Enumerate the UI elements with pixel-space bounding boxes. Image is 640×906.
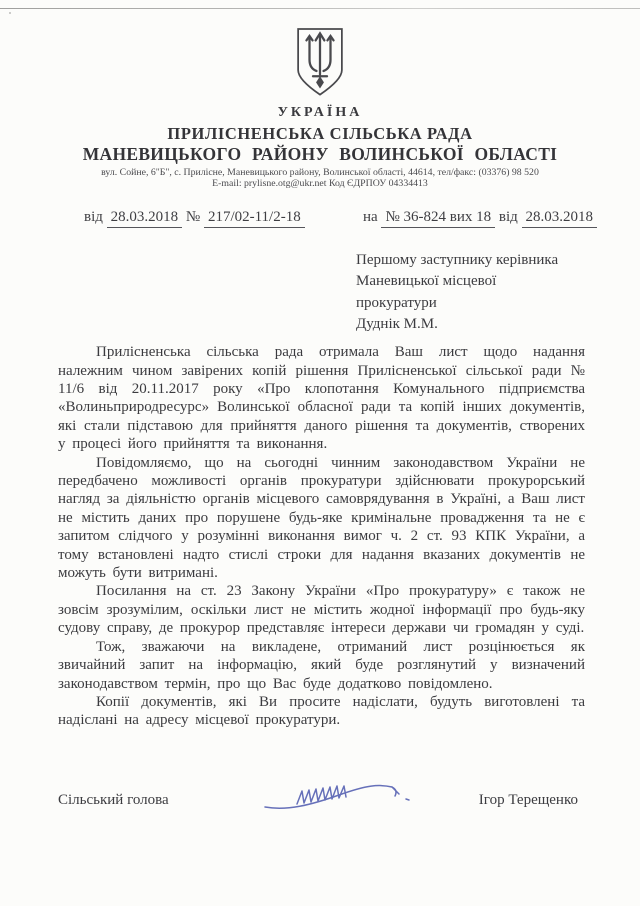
in-date-label: від bbox=[498, 209, 518, 225]
body-paragraph: Копії документів, які Ви просите надіслати, будуть виготовлені та надіслані на адресу місцевої прокуратури. bbox=[58, 693, 585, 729]
signature-row bbox=[58, 778, 578, 824]
out-date-value: 28.03.2018 bbox=[107, 209, 183, 228]
signer-title: Сільський голова bbox=[58, 792, 169, 809]
council-region: МАНЕВИЦЬКОГО РАЙОНУ ВОЛИНСЬКОЇ ОБЛАСТІ bbox=[82, 144, 558, 164]
recipient-line: Маневицької місцевої bbox=[356, 273, 497, 290]
signer-name: Ігор Терещенко bbox=[478, 792, 578, 809]
recipient-line: Першому заступнику керівника bbox=[356, 252, 559, 268]
in-date-value: 28.03.2018 bbox=[522, 209, 598, 228]
ukraine-trident-emblem-icon bbox=[292, 26, 348, 102]
address-line: вул. Сойне, 6"Б", с. Прилісне, Маневицького району, Волинської області, 44614, тел/факс: (03376) 98 520 bbox=[101, 167, 539, 178]
contact-line: E-mail: prylisne.otg@ukr.net Код ЄДРПОУ 04334413 bbox=[212, 178, 428, 189]
recipient-block bbox=[356, 250, 640, 335]
body-paragraph: Посилання на ст. 23 Закону України «Про прокуратуру» є також не зовсім зрозумілим, оскільки лист не містить жодної інформації про будь-яку судову справу, де прокурор представляє інтереси держави чи громадян у суді. bbox=[58, 583, 585, 637]
recipient-line: прокуратури bbox=[356, 294, 437, 311]
recipient-name: Дуднік М.М. bbox=[356, 315, 438, 332]
in-number-value: № 36-824 вих 18 bbox=[381, 209, 495, 228]
body-paragraph: Прилісненська сільська рада отримала Ваш лист щодо надання належним чином завірених копій рішення Прилісненської сільської ради № 11/6 від 20.11.2017 року «Про клопотання Комунального підприємства «Волиньприродресурс» Волинської обласної ради та копій інших документів, які стали підставою для прийняття даного рішення та документів, створених у процесі його прийняття та виконання. bbox=[58, 344, 585, 453]
incoming-reference bbox=[363, 209, 597, 228]
body-paragraph: Тож, зважаючи на викладене, отриманий лист розцінюється як звичайний запит на інформацію, який буде розглянутий у визначений законодавством термін, про що Вас буде додатково повідомлено. bbox=[58, 638, 585, 692]
out-date-label: від bbox=[84, 209, 103, 225]
letter-body bbox=[58, 343, 585, 730]
out-number-label: № bbox=[185, 209, 201, 225]
reference-row bbox=[84, 209, 597, 228]
signature-scribble bbox=[261, 778, 411, 814]
scan-artifact-line bbox=[0, 8, 640, 9]
letterhead bbox=[0, 0, 640, 189]
country-title: УКРАЇНА bbox=[277, 105, 363, 120]
scan-artifact-speck bbox=[9, 12, 11, 14]
council-name: ПРИЛІСНЕНСЬКА СІЛЬСЬКА РАДА bbox=[167, 124, 473, 143]
emblem-container bbox=[0, 26, 640, 102]
body-paragraph: Повідомляємо, що на сьогодні чинним законодавством України не передбачено можливості органів прокуратури здійснювати прокурорський нагляд за діяльністю органів місцевого самоврядування в Україні, а Ваш лист не містить даних про порушене будь-яке кримінальне провадження та не є запитом слідчого у розумінні виконання вимог ч. 2 ст. 93 КПК України, а тому встановлені надто стислі строки для надання вказаних документів не можуть бути витримані. bbox=[58, 454, 585, 582]
outgoing-reference bbox=[84, 209, 305, 228]
out-number-value: 217/02-11/2-18 bbox=[204, 209, 305, 228]
in-number-label: на bbox=[363, 209, 378, 225]
